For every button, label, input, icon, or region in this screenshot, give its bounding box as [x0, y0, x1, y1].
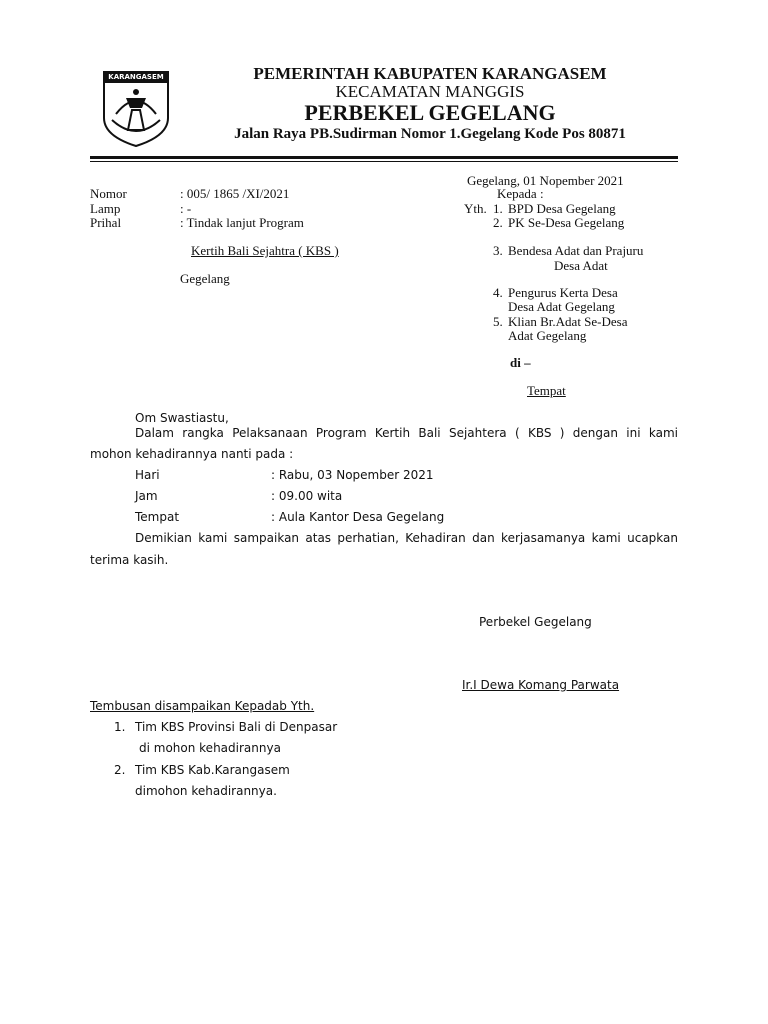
- tembusan-item-cont: di mohon kehadirannya: [139, 741, 281, 755]
- detail-value-hari: : Rabu, 03 Nopember 2021: [271, 468, 434, 482]
- recipient-number: 5.: [493, 314, 503, 329]
- body-paragraph-line1: Dalam rangka Pelaksanaan Program Kertih Bali Sejahtera ( KBS ) dengan ini kami: [135, 426, 678, 440]
- detail-value-tempat: : Aula Kantor Desa Gegelang: [271, 510, 445, 524]
- di-label: di –: [510, 355, 531, 370]
- recipient-item: PK Se-Desa Gegelang: [508, 215, 625, 230]
- recipient-number: 3.: [493, 243, 503, 258]
- signature-name: Ir.I Dewa Komang Parwata: [462, 678, 620, 692]
- header-address: Jalan Raya PB.Sudirman Nomor 1.Gegelang Kode Pos 80871: [234, 126, 626, 142]
- prihal-value: : Tindak lanjut Program: [180, 215, 304, 230]
- tembusan-heading: Tembusan disampaikan Kepadab Yth.: [90, 699, 315, 713]
- header-district: KECAMATAN MANGGIS: [335, 82, 525, 101]
- detail-label-hari: Hari: [135, 468, 160, 482]
- letterhead-divider-thin: [90, 161, 678, 162]
- kepada-label: Kepada :: [497, 186, 544, 201]
- place-name: Gegelang: [180, 271, 230, 286]
- tembusan-number: 1.: [114, 720, 126, 734]
- prihal-label: Prihal: [90, 215, 122, 230]
- greeting: Om Swastiastu,: [135, 411, 229, 425]
- closing-line1: Demikian kami sampaikan atas perhatian, Kehadiran dan kerjasamanya kami ucapkan: [135, 531, 678, 545]
- nomor-label: Nomor: [90, 186, 127, 201]
- tembusan-item: Tim KBS Provinsi Bali di Denpasar: [135, 720, 338, 734]
- letterhead-divider-thick: [90, 156, 678, 159]
- lamp-value: : -: [180, 201, 192, 216]
- header-office: PERBEKEL GEGELANG: [304, 100, 556, 125]
- subject-line: Kertih Bali Sejahtra ( KBS ): [191, 243, 339, 258]
- tembusan-number: 2.: [114, 763, 126, 777]
- logo-caption: KARANGASEM: [108, 73, 164, 81]
- recipient-item-cont: Desa Adat: [554, 258, 608, 273]
- nomor-value: : 005/ 1865 /XI/2021: [180, 186, 290, 201]
- recipient-item-cont: Desa Adat Gegelang: [508, 299, 615, 314]
- tempat-label: Tempat: [527, 383, 566, 398]
- recipient-number: 2.: [493, 215, 503, 230]
- detail-value-jam: : 09.00 wita: [271, 489, 343, 503]
- tembusan-item: Tim KBS Kab.Karangasem: [135, 763, 290, 777]
- recipient-number: 4.: [493, 285, 503, 300]
- recipient-item: Klian Br.Adat Se-Desa: [508, 314, 628, 329]
- lamp-label: Lamp: [90, 201, 121, 216]
- detail-label-tempat: Tempat: [135, 510, 180, 524]
- recipient-item-cont: Adat Gegelang: [508, 328, 587, 343]
- detail-label-jam: Jam: [135, 489, 158, 503]
- header-government: PEMERINTAH KABUPATEN KARANGASEM: [253, 64, 607, 83]
- tembusan-item-cont: dimohon kehadirannya.: [135, 784, 277, 798]
- signature-title: Perbekel Gegelang: [479, 615, 592, 629]
- closing-line2: terima kasih.: [90, 553, 169, 567]
- recipient-item: Pengurus Kerta Desa: [508, 285, 618, 300]
- letter-date: Gegelang, 01 Nopember 2021: [467, 173, 624, 188]
- body-paragraph-line2: mohon kehadirannya nanti pada :: [90, 447, 294, 461]
- yth-label: Yth.: [464, 201, 487, 216]
- recipient-item: BPD Desa Gegelang: [508, 201, 616, 216]
- recipient-number: 1.: [493, 201, 503, 216]
- recipient-item: Bendesa Adat dan Prajuru: [508, 243, 644, 258]
